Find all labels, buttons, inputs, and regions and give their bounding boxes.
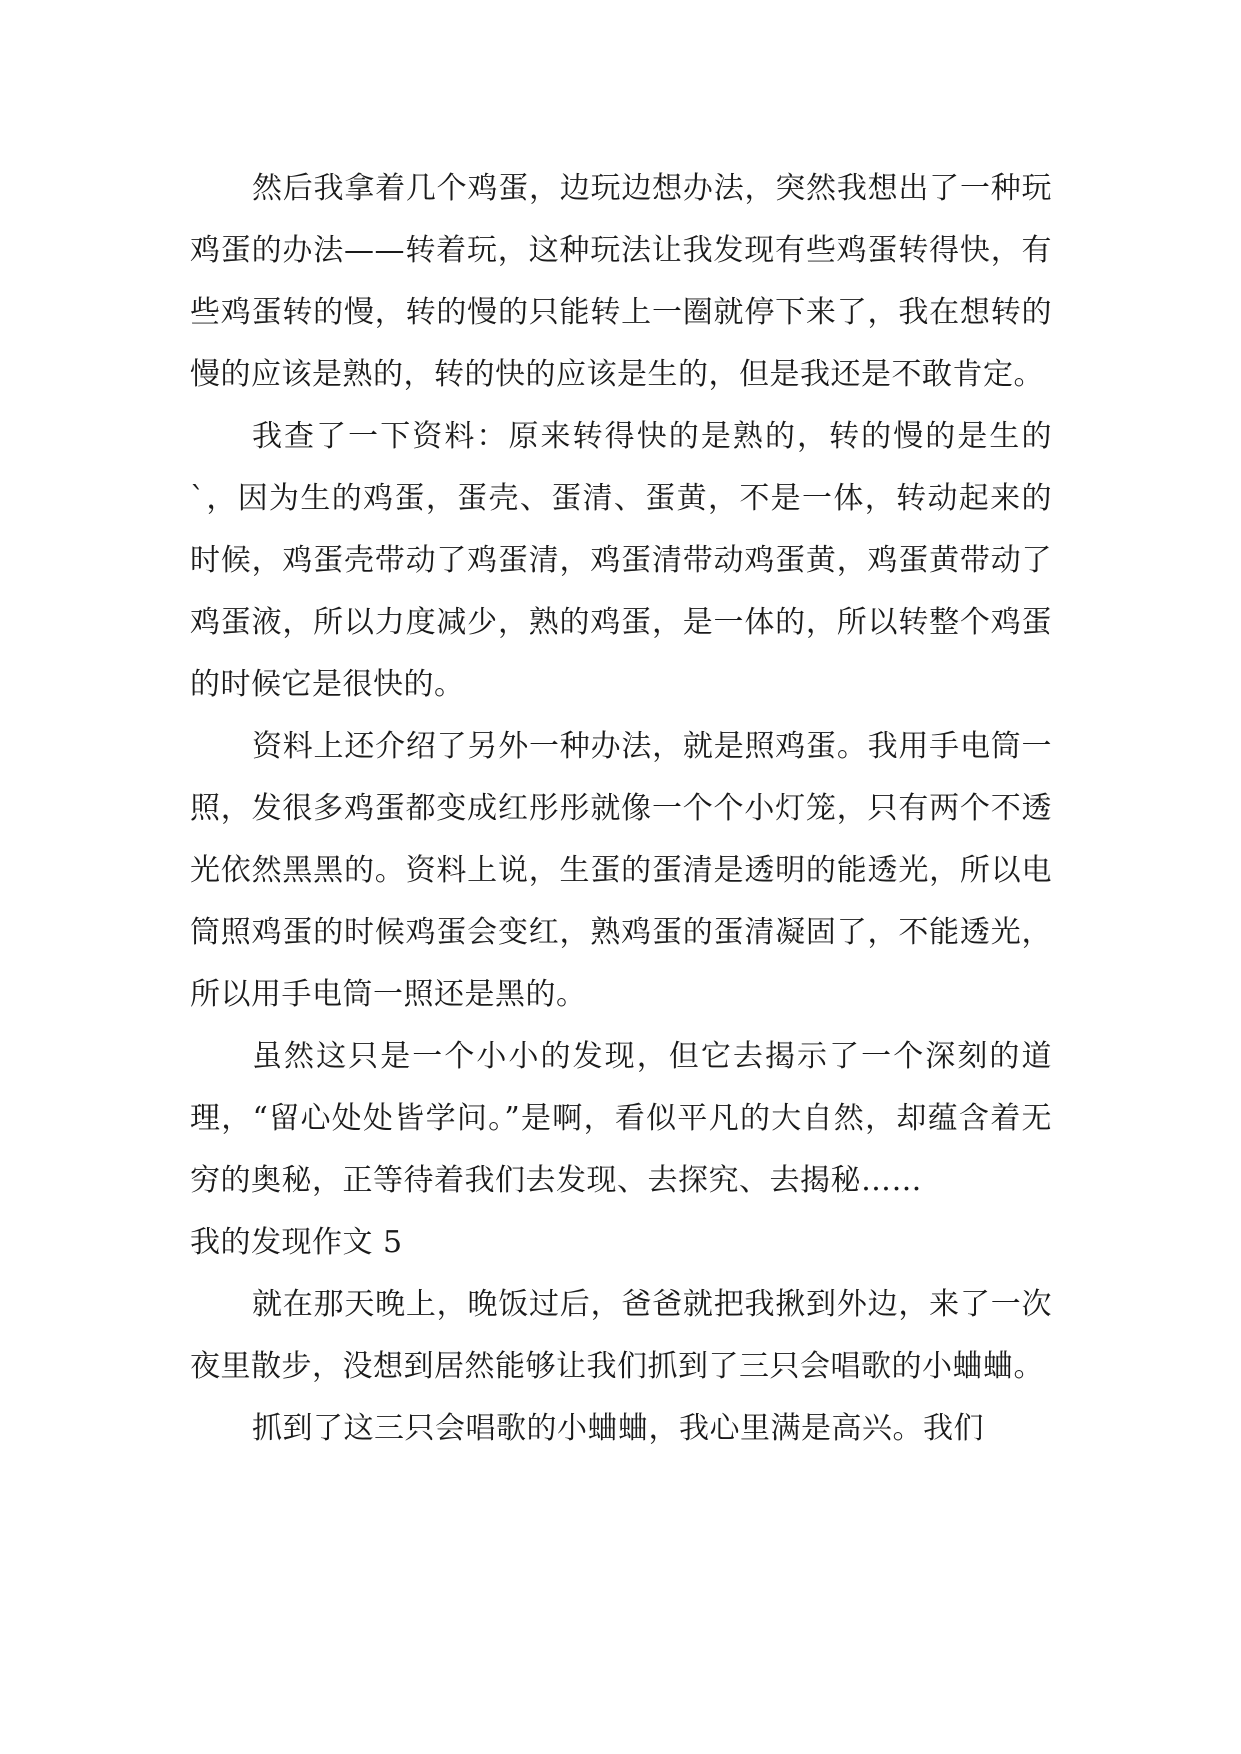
paragraph-flashlight-method: 资料上还介绍了另外一种办法，就是照鸡蛋。我用手电筒一照，发很多鸡蛋都变成红彤彤就像一个个小灯笼，只有两个不透光依然黑黑的。资料上说，生蛋的蛋清是透明的能透光，所以电筒照鸡蛋的时候鸡蛋会变红，熟鸡蛋的蛋清凝固了，不能透光，所以用手电筒一照还是黑的。 <box>190 729 1052 1012</box>
paragraph-night-walk: 就在那天晚上，晚饭过后，爸爸就把我揪到外边，来了一次夜里散步，没想到居然能够让我们抓到了三只会唱歌的小蛐蛐。 <box>190 1287 1052 1384</box>
paragraph-crickets: 抓到了这三只会唱歌的小蛐蛐，我心里满是高兴。我们 <box>252 1411 984 1446</box>
document-page <box>190 158 1052 1460</box>
paragraph-egg-spinning: 然后我拿着几个鸡蛋，边玩边想办法，突然我想出了一种玩鸡蛋的办法——转着玩，这种玩法让我发现有些鸡蛋转得快，有些鸡蛋转的慢，转的慢的只能转上一圈就停下来了，我在想转的慢的应该是熟的，转的快的应该是生的，但是我还是不敢肯定。 <box>190 171 1052 392</box>
paragraph-research-findings: 我查了一下资料：原来转得快的是熟的，转的慢的是生的`，因为生的鸡蛋，蛋壳、蛋清、蛋黄，不是一体，转动起来的时候，鸡蛋壳带动了鸡蛋清，鸡蛋清带动鸡蛋黄，鸡蛋黄带动了鸡蛋液，所以力度减少，熟的鸡蛋，是一体的，所以转整个鸡蛋的时候它是很快的。 <box>190 419 1052 702</box>
section-title: 我的发现作文 5 <box>190 1225 403 1260</box>
paragraph-conclusion: 虽然这只是一个小小的发现，但它去揭示了一个深刻的道理，“留心处处皆学问。”是啊，看似平凡的大自然，却蕴含着无穷的奥秘，正等待着我们去发现、去探究、去揭秘…… <box>190 1039 1052 1198</box>
